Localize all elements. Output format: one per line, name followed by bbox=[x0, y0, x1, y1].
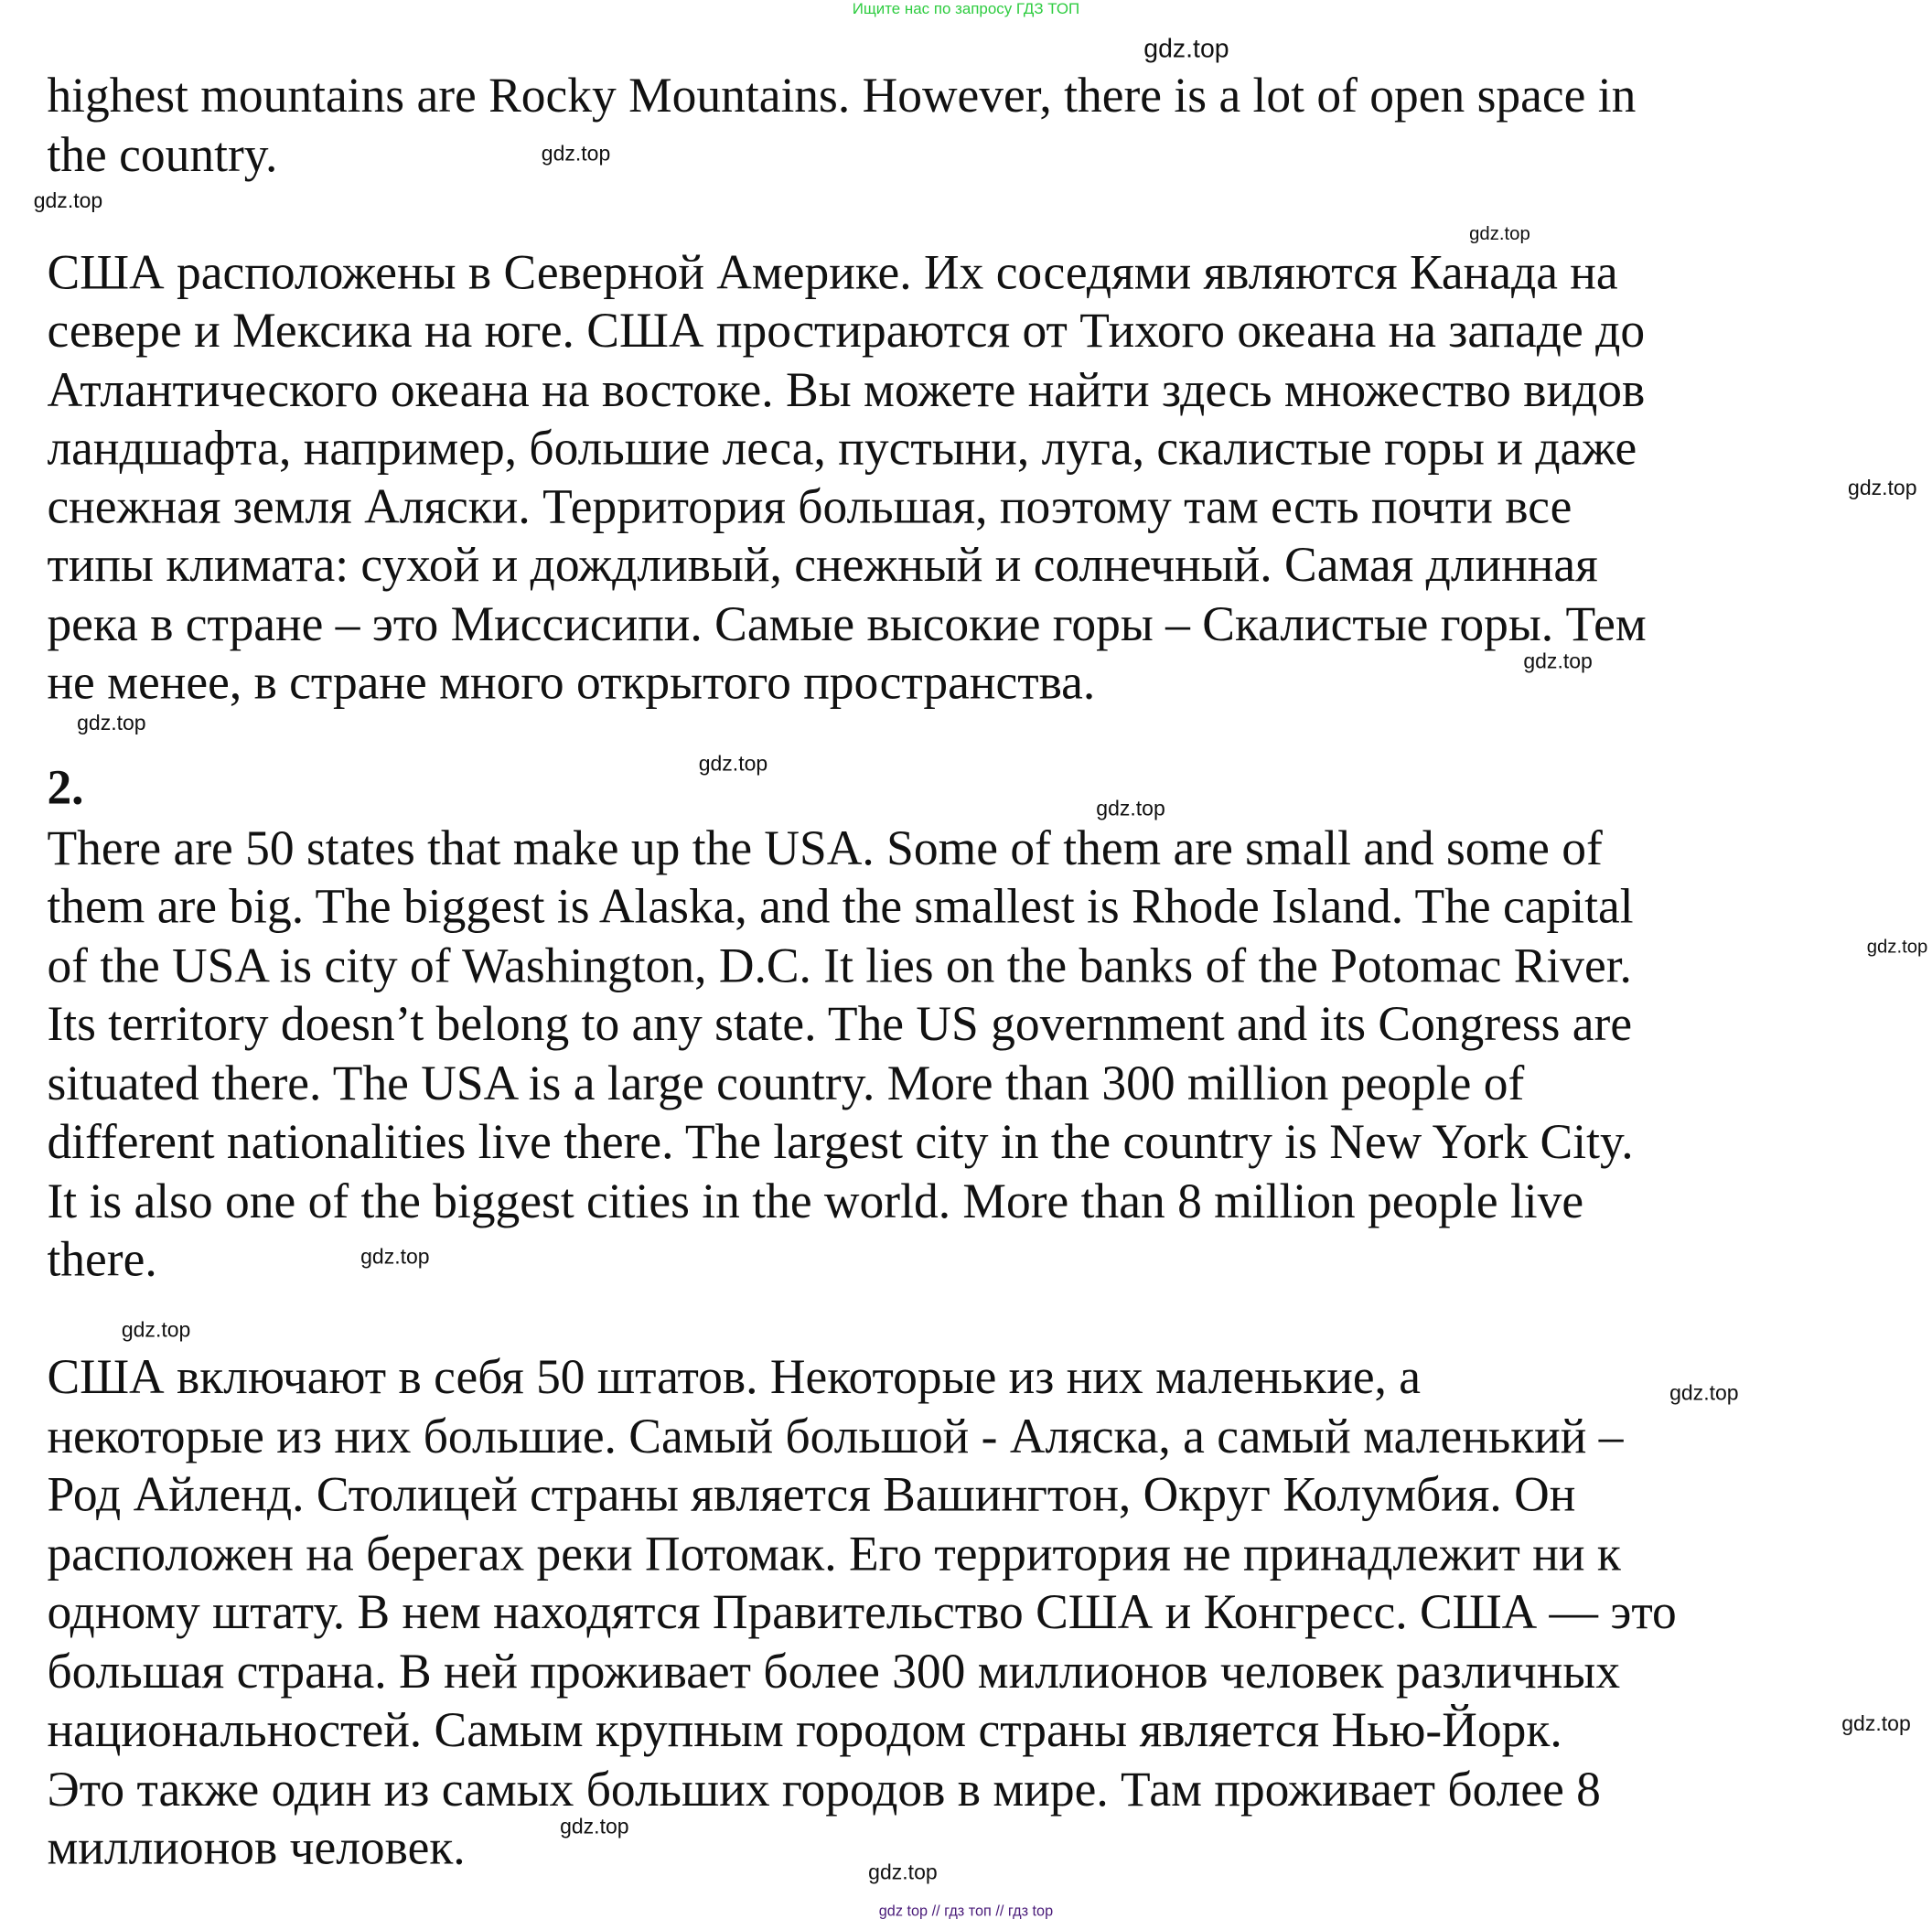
text-line: национальностей. Самым крупным городом страны является Нью-Йорк. bbox=[47, 1702, 1562, 1758]
text-line: севере и Мексика на юге. США простираются от Тихого океана на западе до bbox=[47, 303, 1646, 359]
text-line: Атлантического океана на востоке. Вы можете найти здесь множество видов bbox=[47, 362, 1646, 418]
text-line: некоторые из них большие. Самый большой - Аляска, а самый маленький – bbox=[47, 1409, 1624, 1464]
watermark: gdz.top bbox=[1841, 1711, 1911, 1736]
watermark: gdz.top bbox=[1866, 937, 1928, 959]
watermark: gdz.top bbox=[33, 188, 103, 213]
text-line: типы климата: сухой и дождливый, снежный и солнечный. Самая длинная bbox=[47, 537, 1598, 593]
text-line: of the USA is city of Washington, D.C. It lies on the banks of the Potomac River. bbox=[47, 938, 1632, 993]
watermark: gdz.top bbox=[560, 1814, 629, 1839]
text-line: река в стране – это Миссисипи. Самые высокие горы – Скалистые горы. Тем bbox=[47, 596, 1647, 652]
section-number: 2. bbox=[47, 760, 84, 815]
watermark: gdz.top bbox=[77, 711, 146, 735]
watermark: gdz.top bbox=[1669, 1381, 1739, 1405]
search-hint-banner: Ищите нас по запросу ГДЗ ТОП bbox=[852, 0, 1080, 17]
footer-links: gdz top // гдз топ // гдз top bbox=[878, 1902, 1054, 1919]
text-line: there. bbox=[47, 1232, 157, 1287]
text-line: situated there. The USA is a large country. More than 300 million people of bbox=[47, 1056, 1525, 1111]
watermark: gdz.top bbox=[1143, 34, 1229, 64]
text-line: США включают в себя 50 штатов. Некоторые из них маленькие, а bbox=[47, 1349, 1422, 1405]
text-line: them are big. The biggest is Alaska, and the smallest is Rhode Island. The capital bbox=[47, 879, 1634, 934]
text-line: большая страна. В ней проживает более 300 миллионов человек различных bbox=[47, 1644, 1621, 1699]
text-line: Это также один из самых больших городов в мире. Там проживает более 8 bbox=[47, 1762, 1601, 1817]
text-line: не менее, в стране много открытого пространства. bbox=[47, 655, 1096, 710]
watermark: gdz.top bbox=[698, 752, 768, 777]
text-line: одному штату. В нем находятся Правительство США и Конгресс. США — это bbox=[47, 1584, 1677, 1640]
watermark: gdz.top bbox=[1096, 797, 1165, 820]
text-line: снежная земля Аляски. Территория большая, поэтому там есть почти все bbox=[47, 478, 1572, 534]
watermark: gdz.top bbox=[1469, 223, 1530, 245]
text-line: миллионов человек. bbox=[47, 1820, 466, 1875]
text-line: Род Айленд. Столицей страны является Вашингтон, Округ Колумбия. Он bbox=[47, 1467, 1576, 1522]
watermark: gdz.top bbox=[1848, 476, 1917, 500]
text-line: the country. bbox=[47, 127, 278, 183]
text-line: different nationalities live there. The largest city in the country is New York City. bbox=[47, 1114, 1634, 1169]
text-line: It is also one of the biggest cities in the world. More than 8 million people live bbox=[47, 1174, 1584, 1228]
text-line: США расположены в Северной Америке. Их соседями являются Канада на bbox=[47, 245, 1618, 300]
watermark: gdz.top bbox=[1523, 649, 1593, 673]
watermark: gdz.top bbox=[121, 1318, 191, 1342]
watermark: gdz.top bbox=[360, 1245, 430, 1269]
text-line: ландшафта, например, большие леса, пустыни, луга, скалистые горы и даже bbox=[47, 421, 1637, 476]
watermark: gdz.top bbox=[868, 1860, 938, 1884]
text-line: highest mountains are Rocky Mountains. However, there is a lot of open space in bbox=[47, 68, 1637, 123]
text-line: расположен на берегах реки Потомак. Его территория не принадлежит ни к bbox=[47, 1527, 1621, 1581]
text-line: Its territory doesn’t belong to any state. The US government and its Congress are bbox=[47, 996, 1633, 1052]
watermark: gdz.top bbox=[541, 142, 611, 166]
text-line: There are 50 states that make up the USA. Some of them are small and some of bbox=[47, 820, 1603, 876]
